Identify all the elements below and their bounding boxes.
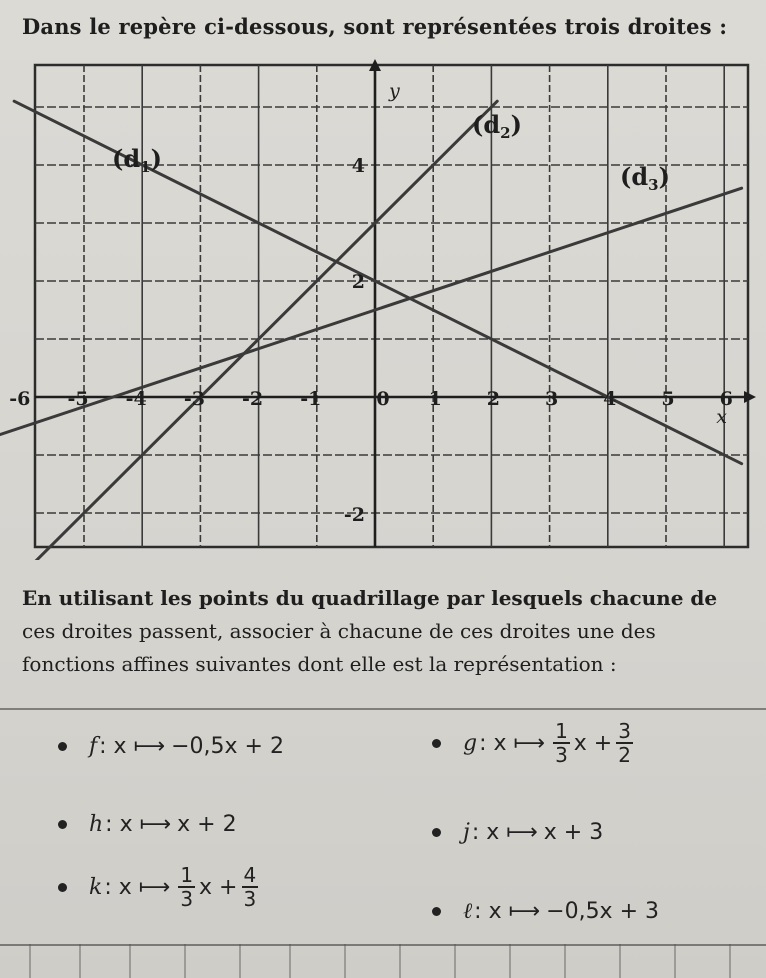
function-expression: x + 3 [543, 820, 604, 845]
x-tick-label: 4 [603, 388, 617, 410]
function-name: g [463, 730, 478, 756]
x-tick-label: 1 [428, 388, 442, 410]
function-name: f [89, 734, 98, 759]
line-labels [112, 110, 670, 194]
bullet-icon [432, 739, 441, 748]
line-label-d2: $(d_2)$ [472, 110, 522, 142]
x-tick-label: 0 [376, 388, 390, 410]
x-tick-label: 6 [719, 388, 733, 410]
function-name: j [463, 820, 470, 845]
bullet-icon [432, 828, 441, 837]
denominator: 3 [555, 743, 568, 767]
instruction-line-2: ces droites passent, associer à chacune de ces droites une des [22, 619, 656, 643]
function-f [58, 734, 284, 759]
maps-to: : x ⟼ [471, 820, 538, 845]
x-tick-label: -6 [9, 388, 31, 410]
bottom-grid [0, 944, 766, 978]
coefficient-fraction [553, 720, 570, 766]
x-tick-label: 3 [544, 388, 559, 410]
maps-to: : x ⟼ [479, 730, 546, 756]
y-tick-label: 4 [351, 155, 365, 177]
denominator: 3 [243, 887, 257, 911]
instruction-line-3: fonctions affines suivantes dont elle est la représentation : [22, 652, 617, 676]
x-tick-label: 2 [486, 388, 501, 410]
function-expression: x + 2 [177, 812, 237, 837]
function-g [432, 720, 637, 766]
function-name: ℓ [463, 899, 473, 924]
x-tick-label: 5 [661, 388, 675, 410]
intro-text: Dans le repère ci-dessous, sont représentées trois droites : [22, 14, 728, 39]
divider [0, 708, 766, 710]
function-expression: −0,5x + 3 [546, 898, 659, 924]
function-name: k [89, 874, 103, 900]
y-tick-label: 2 [351, 271, 365, 293]
line-label-d3: $(d_3)$ [620, 162, 670, 194]
function-expression: −0,5x + 2 [171, 734, 284, 759]
numerator: 1 [180, 863, 194, 887]
x-tick-label: -3 [183, 388, 205, 410]
function-h [58, 812, 237, 837]
bullet-icon [58, 820, 67, 829]
numerator: 3 [618, 719, 631, 743]
function-k [58, 864, 262, 910]
x-plus: x + [573, 730, 613, 756]
maps-to: : x ⟼ [105, 812, 172, 837]
numerator: 1 [555, 719, 568, 743]
x-axis-label: x [716, 406, 727, 428]
bullet-icon [58, 883, 67, 892]
maps-to: : x ⟼ [99, 734, 166, 759]
line-d2 [14, 101, 497, 560]
coordinate-graph [0, 55, 766, 560]
numerator: 4 [243, 863, 257, 887]
constant-fraction [616, 720, 633, 766]
bullet-icon [432, 907, 441, 916]
x-axis-arrow-icon [744, 391, 756, 403]
bullet-icon [58, 742, 67, 751]
coefficient-fraction [178, 864, 195, 910]
function-name: h [89, 812, 104, 837]
denominator: 2 [618, 743, 631, 767]
function-l [432, 898, 659, 924]
denominator: 3 [180, 887, 194, 911]
constant-fraction [242, 864, 259, 910]
x-tick-label: -5 [67, 388, 89, 410]
y-tick-label: -2 [343, 504, 365, 526]
instruction [22, 582, 757, 681]
maps-to: : x ⟼ [474, 898, 541, 924]
maps-to: : x ⟼ [104, 874, 171, 900]
x-plus: x + [199, 874, 238, 900]
line-label-d1: $(d_1)$ [112, 144, 162, 176]
x-tick-label: -2 [242, 388, 264, 410]
function-j [432, 820, 603, 845]
x-tick-label: -4 [125, 388, 147, 410]
function-list [0, 712, 766, 944]
instruction-line-1: En utilisant les points du quadrillage par lesquels chacune de [22, 586, 718, 610]
y-axis-label: y [389, 80, 400, 102]
x-tick-label: -1 [300, 388, 322, 410]
